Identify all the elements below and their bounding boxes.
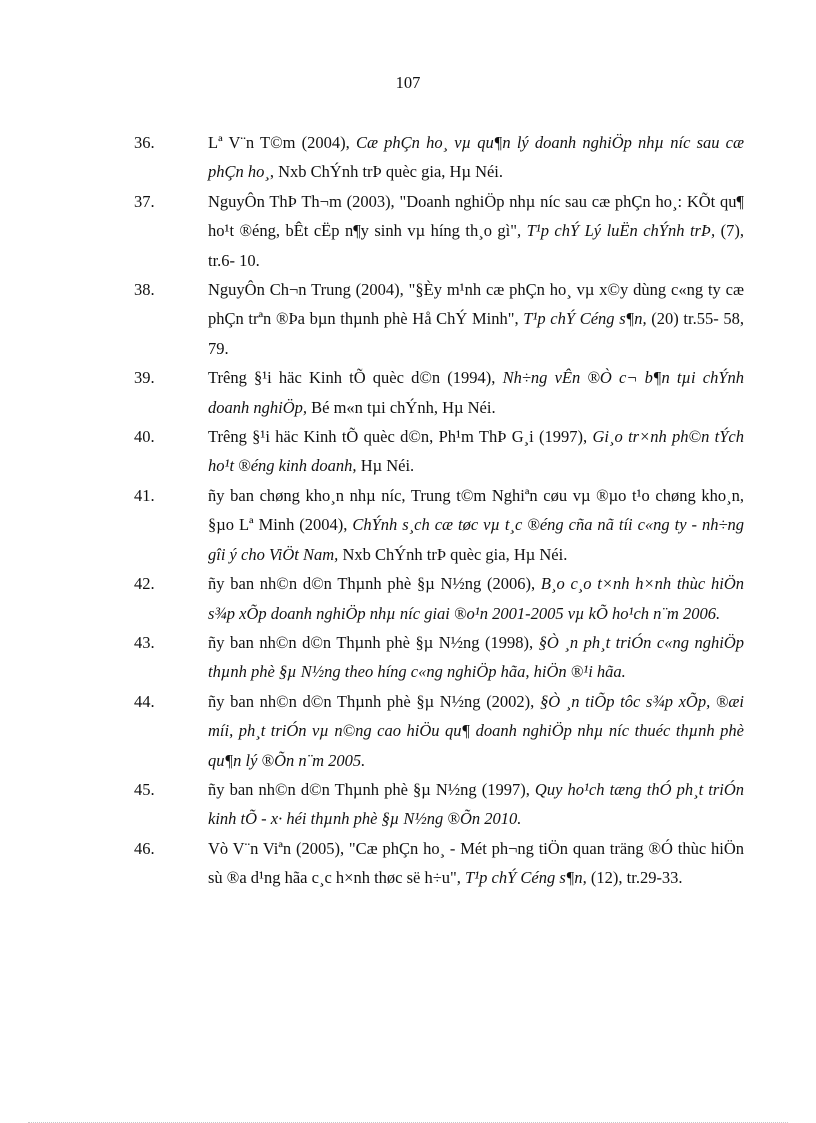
reference-number: 42. (134, 574, 155, 594)
reference-text: ñy ban nh©n d©n Thµnh phè §µ N½ng (2006), (208, 574, 541, 594)
reference-text: (7), tr.6- 10. (208, 221, 744, 270)
reference-text: Lª V¨n T©m (2004), (208, 133, 356, 152)
reference-text: Hµ Néi. (356, 456, 415, 476)
reference-title: T¹p chÝ Céng s¶n, (465, 868, 587, 888)
reference-number: 39. (134, 368, 155, 388)
reference-number: 38. (134, 280, 155, 300)
reference-title: §Ò ¸n ph¸t triÓn c«ng nghiÖp thµnh phè §µ N½ng theo híng c«ng nghiÖp hãa, hiÖn ®¹i hãa. (208, 632, 744, 682)
reference-text: (12), tr.29-33. (586, 868, 683, 888)
reference-number: 44. (134, 691, 155, 711)
reference-text: ñy ban chøng kho¸n nhµ níc, Trung t©m Nghiªn cøu vµ ®µo t¹o chøng kho¸n, §µo Lª Minh (2004), (208, 485, 744, 535)
reference-item (134, 569, 744, 628)
reference-title: B¸o c¸o t×nh h×nh thùc hiÖn s¾p xÕp doanh nghiÖp nhµ níc giai ®o¹n 2001-2005 vµ kÕ ho¹ch n¨m 2006. (208, 574, 744, 623)
reference-text: Nxb ChÝnh trÞ quèc gia, Hµ Néi. (338, 544, 568, 564)
reference-title: T¹p chÝ Lý luËn chÝnh trÞ, (526, 221, 716, 241)
reference-item (134, 363, 744, 422)
page-number: 107 (395, 73, 421, 92)
reference-item (134, 275, 744, 363)
reference-title: Gi¸o tr×nh ph©n tÝch ho¹t ®éng kinh doanh, (208, 427, 745, 476)
reference-item (134, 834, 744, 893)
reference-text: Vò V¨n Viªn (2005), "Cæ phÇn ho¸ - Mét ph¬ng tiÖn quan träng ®Ó thùc hiÖn sù ®a d¹ng hãa c¸c h×nh thøc së h÷u", (208, 838, 744, 888)
reference-number: 41. (134, 485, 155, 505)
reference-item (134, 481, 744, 569)
reference-item (134, 687, 744, 775)
reference-number: 36. (134, 133, 155, 152)
reference-title: Quy ho¹ch tæng thÓ ph¸t triÓn kinh tÕ - x· héi thµnh phè §µ N½ng ®Õn 2010. (208, 779, 744, 829)
reference-list (134, 128, 744, 893)
reference-title: §Ò ¸n tiÕp tôc s¾p xÕp, ®æi míi, ph¸t triÓn vµ n©ng cao hiÖu qu¶ doanh nghiÖp nhµ níc thuéc thµnh phè qu¶n lý ®Õn n¨m 2005. (208, 691, 744, 770)
reference-text: (20) tr.55- 58, 79. (208, 309, 744, 358)
reference-number: 43. (134, 632, 155, 652)
reference-title: ChÝnh s¸ch cæ tøc vµ t¸c ®éng cña nã tíi c«ng ty - nh÷ng gîi ý cho ViÖt Nam, (208, 515, 745, 564)
reference-title: Cæ phÇn ho¸ vµ qu¶n lý doanh nghiÖp nhµ níc sau cæ phÇn ho¸ (208, 133, 744, 182)
reference-item (134, 187, 744, 275)
reference-item (134, 775, 744, 834)
reference-number: 45. (134, 779, 155, 799)
reference-title: Nh÷ng vÊn ®Ò c¬ b¶n tµi chÝnh doanh nghiÖp, (208, 368, 744, 417)
reference-number: 37. (134, 191, 155, 211)
reference-text: Trêng §¹i häc Kinh tÕ quèc d©n (1994), (208, 368, 503, 388)
reference-text: ñy ban nh©n d©n Thµnh phè §µ N½ng (1997), (208, 779, 535, 799)
reference-number: 40. (134, 427, 155, 447)
reference-text: Trêng §¹i häc Kinh tÕ quèc d©n, Ph¹m ThÞ G¸i (1997), (208, 427, 593, 447)
reference-item (134, 128, 744, 187)
reference-text: Bé m«n tµi chÝnh, Hµ Néi. (307, 397, 496, 417)
reference-number: 46. (134, 838, 155, 858)
reference-item (134, 628, 744, 687)
reference-item (134, 422, 744, 481)
reference-text: , Nxb ChÝnh trÞ quèc gia, Hµ Néi. (269, 162, 504, 182)
reference-title: T¹p chÝ Céng s¶n, (523, 309, 647, 329)
reference-text: ñy ban nh©n d©n Thµnh phè §µ N½ng (2002), (208, 691, 540, 711)
reference-text: ñy ban nh©n d©n Thµnh phè §µ N½ng (1998), (208, 632, 539, 652)
reference-text: NguyÔn ThÞ Th¬m (2003), "Doanh nghiÖp nhµ níc sau cæ phÇn ho¸: KÕt qu¶ ho¹t ®éng, bÊt cËp n¶y sinh vµ híng th¸o gì", (208, 191, 744, 241)
reference-text: NguyÔn Ch¬n Trung (2004), "§Èy m¹nh cæ phÇn ho¸ vµ x©y dùng c«ng ty cæ phÇn trªn ®Þa bµn thµnh phè Hå ChÝ Minh", (208, 280, 744, 329)
